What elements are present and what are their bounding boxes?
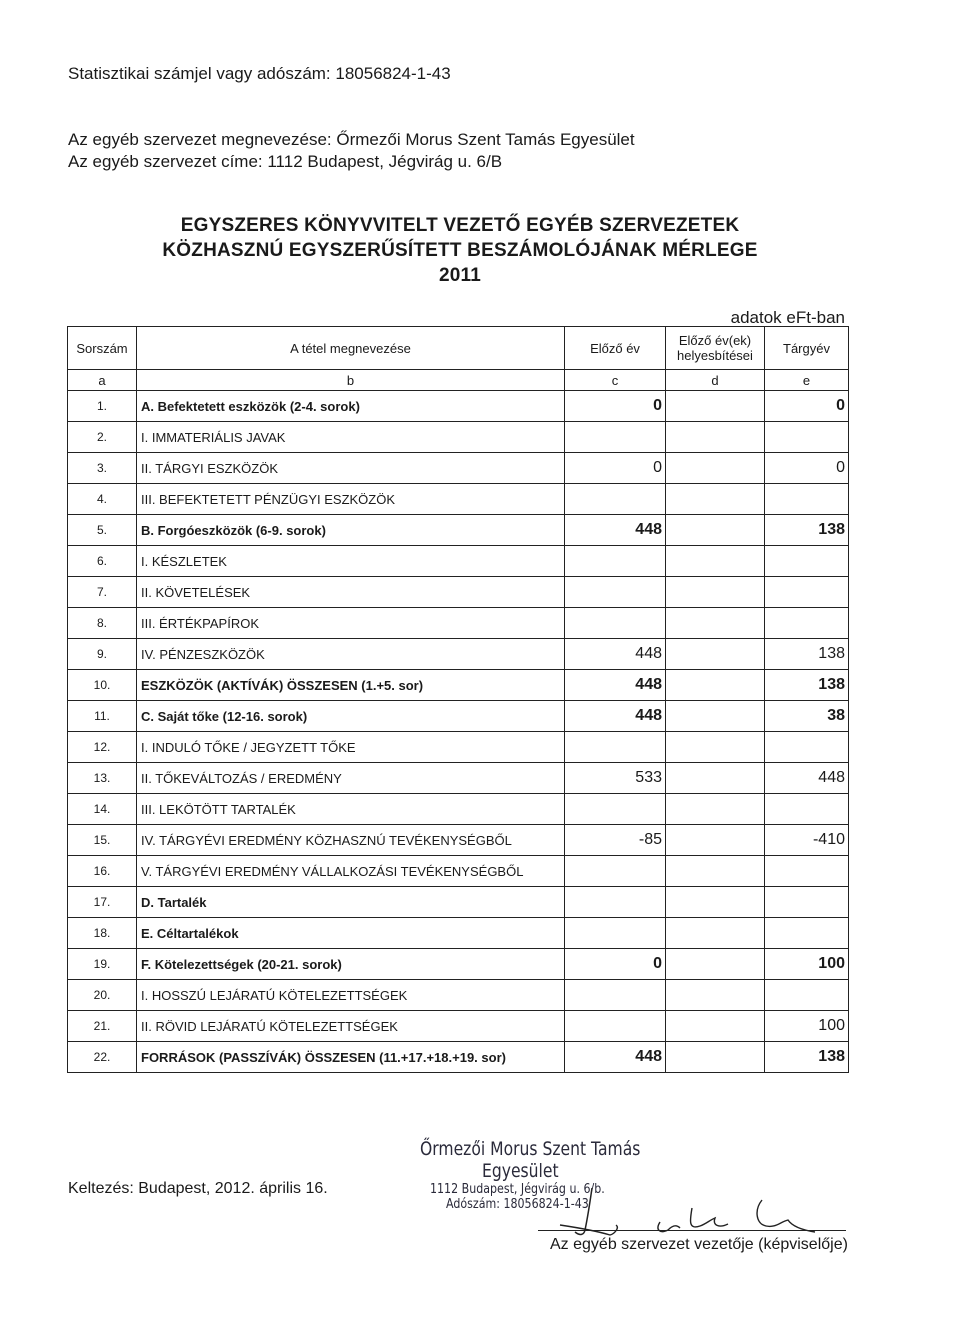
row-prev-year-value [565, 856, 666, 887]
row-current-year-value [765, 484, 849, 515]
row-number: 15. [68, 825, 137, 856]
row-current-year-value [765, 732, 849, 763]
row-prev-year-value [565, 1011, 666, 1042]
row-current-year-value [765, 794, 849, 825]
row-number: 13. [68, 763, 137, 794]
row-correction-value [666, 794, 765, 825]
row-correction-value [666, 856, 765, 887]
row-prev-year-value [565, 422, 666, 453]
row-number: 10. [68, 670, 137, 701]
col-header-name: A tétel megnevezése [137, 327, 565, 370]
stamp-tax-number: Adószám: 18056824-1-43 [446, 1197, 589, 1212]
stamp-org-name: Őrmezői Morus Szent Tamás [420, 1138, 641, 1160]
table-row [68, 918, 849, 949]
row-current-year-value [765, 422, 849, 453]
row-correction-value [666, 1042, 765, 1073]
table-row [68, 670, 849, 701]
document-title-line1: EGYSZERES KÖNYVVITELT VEZETŐ EGYÉB SZERVEZETEK [180, 215, 740, 236]
row-number: 12. [68, 732, 137, 763]
row-prev-year-value: 448 [565, 670, 666, 701]
row-item-name: III. LEKÖTÖTT TARTALÉK [137, 794, 565, 825]
row-prev-year-value [565, 794, 666, 825]
table-row [68, 763, 849, 794]
row-prev-year-value [565, 484, 666, 515]
row-item-name: II. KÖVETELÉSEK [137, 577, 565, 608]
row-item-name: III. BEFEKTETETT PÉNZÜGYI ESZKÖZÖK [137, 484, 565, 515]
row-correction-value [666, 577, 765, 608]
table-row [68, 639, 849, 670]
row-number: 5. [68, 515, 137, 546]
row-prev-year-value: 448 [565, 701, 666, 732]
row-item-name: ESZKÖZÖK (AKTÍVÁK) ÖSSZESEN (1.+5. sor) [137, 670, 565, 701]
column-letter: d [666, 370, 765, 391]
row-correction-value [666, 515, 765, 546]
row-correction-value [666, 608, 765, 639]
table-row [68, 1042, 849, 1073]
col-header-corrections-line1: Előző év(ek) [678, 333, 752, 348]
row-number: 2. [68, 422, 137, 453]
document-title-line2: KÖZHASZNÚ EGYSZERŰSÍTETT BESZÁMOLÓJÁNAK MÉRLEGE [162, 240, 758, 261]
row-correction-value [666, 918, 765, 949]
row-number: 21. [68, 1011, 137, 1042]
col-header-corrections-line2: helyesbítései [677, 348, 753, 363]
row-number: 22. [68, 1042, 137, 1073]
row-current-year-value [765, 577, 849, 608]
row-correction-value [666, 701, 765, 732]
row-number: 19. [68, 949, 137, 980]
row-current-year-value: 138 [765, 670, 849, 701]
row-prev-year-value: 448 [565, 1042, 666, 1073]
row-current-year-value [765, 980, 849, 1011]
row-current-year-value: 138 [765, 639, 849, 670]
table-row [68, 1011, 849, 1042]
row-number: 20. [68, 980, 137, 1011]
row-item-name: II. TŐKEVÁLTOZÁS / EREDMÉNY [137, 763, 565, 794]
row-number: 1. [68, 391, 137, 422]
row-item-name: II. TÁRGYI ESZKÖZÖK [137, 453, 565, 484]
row-current-year-value [765, 856, 849, 887]
table-row [68, 453, 849, 484]
row-current-year-value [765, 887, 849, 918]
table-row [68, 484, 849, 515]
row-prev-year-value [565, 546, 666, 577]
row-prev-year-value [565, 577, 666, 608]
column-letter: c [565, 370, 666, 391]
row-correction-value [666, 949, 765, 980]
row-number: 9. [68, 639, 137, 670]
table-row [68, 794, 849, 825]
row-correction-value [666, 422, 765, 453]
table-row [68, 856, 849, 887]
table-row [68, 887, 849, 918]
table-row [68, 391, 849, 422]
row-correction-value [666, 453, 765, 484]
table-row [68, 546, 849, 577]
row-current-year-value [765, 918, 849, 949]
row-current-year-value: 100 [765, 1011, 849, 1042]
signer-label: Az egyéb szervezet vezetője (képviselője) [550, 1236, 848, 1253]
org-name-line: Az egyéb szervezet megnevezése: Őrmezői Morus Szent Tamás Egyesület [68, 130, 635, 149]
row-current-year-value [765, 546, 849, 577]
row-item-name: F. Kötelezettségek (20-21. sorok) [137, 949, 565, 980]
row-prev-year-value: -85 [565, 825, 666, 856]
row-correction-value [666, 639, 765, 670]
row-number: 4. [68, 484, 137, 515]
row-correction-value [666, 887, 765, 918]
document-year: 2011 [438, 265, 482, 286]
row-current-year-value: 0 [765, 453, 849, 484]
row-prev-year-value: 533 [565, 763, 666, 794]
table-row [68, 422, 849, 453]
table-header-row [68, 327, 849, 370]
row-item-name: FORRÁSOK (PASSZÍVÁK) ÖSSZESEN (11.+17.+18.+19. sor) [137, 1042, 565, 1073]
row-current-year-value: 38 [765, 701, 849, 732]
column-letter: e [765, 370, 849, 391]
table-row [68, 608, 849, 639]
row-correction-value [666, 825, 765, 856]
table-row [68, 980, 849, 1011]
column-letter: b [137, 370, 565, 391]
row-item-name: B. Forgóeszközök (6-9. sorok) [137, 515, 565, 546]
row-correction-value [666, 1011, 765, 1042]
row-correction-value [666, 980, 765, 1011]
unit-label: adatok eFt-ban [730, 308, 845, 327]
row-item-name: A. Befektetett eszközök (2-4. sorok) [137, 391, 565, 422]
row-number: 7. [68, 577, 137, 608]
table-row [68, 825, 849, 856]
col-header-sorszam: Sorszám [68, 327, 137, 370]
row-current-year-value: 448 [765, 763, 849, 794]
col-header-corrections [666, 327, 765, 370]
date-line: Keltezés: Budapest, 2012. április 16. [68, 1180, 328, 1197]
row-correction-value [666, 546, 765, 577]
row-prev-year-value: 448 [565, 639, 666, 670]
row-number: 17. [68, 887, 137, 918]
row-current-year-value: 138 [765, 515, 849, 546]
table-row [68, 949, 849, 980]
row-item-name: IV. TÁRGYÉVI EREDMÉNY KÖZHASZNÚ TEVÉKENYSÉGBŐL [137, 825, 565, 856]
row-number: 3. [68, 453, 137, 484]
row-item-name: I. HOSSZÚ LEJÁRATÚ KÖTELEZETTSÉGEK [137, 980, 565, 1011]
col-header-current: Tárgyév [765, 327, 849, 370]
row-item-name: II. RÖVID LEJÁRATÚ KÖTELEZETTSÉGEK [137, 1011, 565, 1042]
row-current-year-value: 0 [765, 391, 849, 422]
row-correction-value [666, 763, 765, 794]
row-current-year-value: 100 [765, 949, 849, 980]
row-item-name: I. IMMATERIÁLIS JAVAK [137, 422, 565, 453]
row-prev-year-value [565, 918, 666, 949]
row-current-year-value [765, 608, 849, 639]
row-correction-value [666, 391, 765, 422]
row-correction-value [666, 484, 765, 515]
row-correction-value [666, 732, 765, 763]
row-item-name: V. TÁRGYÉVI EREDMÉNY VÁLLALKOZÁSI TEVÉKENYSÉGBŐL [137, 856, 565, 887]
row-prev-year-value [565, 608, 666, 639]
row-item-name: E. Céltartalékok [137, 918, 565, 949]
row-number: 18. [68, 918, 137, 949]
row-item-name: IV. PÉNZESZKÖZÖK [137, 639, 565, 670]
row-correction-value [666, 670, 765, 701]
table-row [68, 732, 849, 763]
balance-sheet-table [67, 326, 849, 1073]
row-prev-year-value: 0 [565, 391, 666, 422]
col-header-prev: Előző év [565, 327, 666, 370]
stamp-address: 1112 Budapest, Jégvirág u. 6/b. [430, 1182, 605, 1197]
row-prev-year-value: 0 [565, 949, 666, 980]
stamp-org-type: Egyesület [482, 1160, 559, 1182]
tax-id-line: Statisztikai számjel vagy adószám: 18056824-1-43 [68, 64, 451, 83]
row-number: 11. [68, 701, 137, 732]
signature-line [538, 1230, 846, 1231]
row-item-name: D. Tartalék [137, 887, 565, 918]
table-row [68, 515, 849, 546]
row-prev-year-value: 0 [565, 453, 666, 484]
row-item-name: C. Saját tőke (12-16. sorok) [137, 701, 565, 732]
row-current-year-value: 138 [765, 1042, 849, 1073]
row-item-name: I. KÉSZLETEK [137, 546, 565, 577]
row-number: 8. [68, 608, 137, 639]
row-number: 6. [68, 546, 137, 577]
table-row [68, 577, 849, 608]
row-number: 14. [68, 794, 137, 825]
row-prev-year-value: 448 [565, 515, 666, 546]
row-current-year-value: -410 [765, 825, 849, 856]
row-prev-year-value [565, 732, 666, 763]
table-row [68, 701, 849, 732]
column-letter: a [68, 370, 137, 391]
row-item-name: III. ÉRTÉKPAPÍROK [137, 608, 565, 639]
org-address-line: Az egyéb szervezet címe: 1112 Budapest, Jégvirág u. 6/B [68, 152, 503, 171]
row-number: 16. [68, 856, 137, 887]
row-prev-year-value [565, 887, 666, 918]
row-item-name: I. INDULÓ TŐKE / JEGYZETT TŐKE [137, 732, 565, 763]
row-prev-year-value [565, 980, 666, 1011]
column-letter-row [68, 370, 849, 391]
